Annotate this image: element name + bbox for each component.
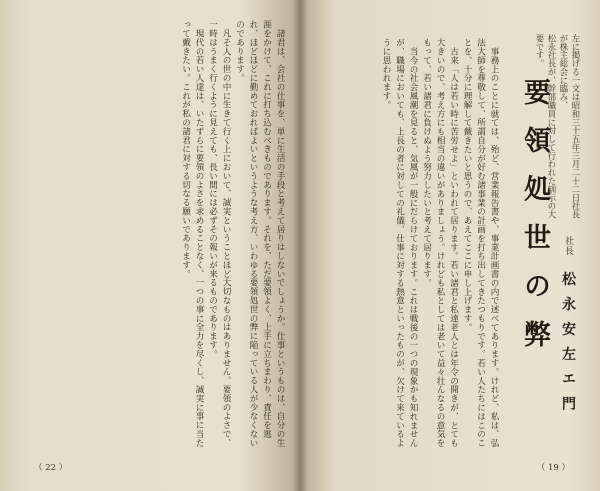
right-page [300, 0, 600, 491]
article-note: 左に掲げる一文は昭和三十五年三月二十二日社長が株主総会に臨み、 松永社長が、幹部職員に対して行われた訓示の大要です。 [535, 34, 581, 219]
author-role: 社長 [563, 236, 573, 256]
right-page-number: （ 19 ） [536, 463, 570, 473]
book-gutter [292, 0, 308, 491]
author-name: 松 永 安 左 エ 門 [560, 271, 576, 414]
article-title: 要 領 処 世 の 弊 [519, 78, 550, 353]
right-page-body-text: 事務上のことに就ては、殆ど、営業報告書や、事業計画書の内で述べてあります。けれど、私は、弘法大師を尊敬して、所謂自分が好む諸事業の計画を打ち出してきたつもりです。若い人たちにはこのことを、十分に理解して戴きたいと思うので、あえてここに申し上げます。 古来「人は若い時に苦労せよ」といわれて居ります。若い諸君と私達老人とは年令の開きが、とても大きいので、考え方にも相当の違いがありましょう。けれども私としては老いて益々壮んなるの意気をもって、若い諸君に負けぬよう努力したいと考えて居ります。 当今の社会風潮を見ると、気風が一般にだらけております。これは戦後の一つの現象かも知れませんが、職場においても、上長の者に対しての礼儀、仕事に対する熱意といったものが、欠けて来ているように思われます。 [381, 38, 499, 448]
left-page-body-text: 諸君は、会社の仕事を、単に生活の手段と考えて居りはしないでしょうか。仕事というものは、自分の生涯をかけて、これに打ち込むべきものであります。それを、ただ要領よく、上手に立ちまわり、責任を逃れ、ほどほどに勤めておればよいというような考え方、いわゆる要領処世の弊に陥っている人が少なくないのであります。 凡そ人の世の中に生きて行く上において、誠実ということほど大切なものはありません。要領のよさで、一時はうまく行くように見えても、長い間には必ずその報いが来るものであります。 現代の若い人達は、いたずらに要領のよさを求めることなく、一つの事に全力を尽くし、誠実に事に当たって戴きたい。これが私の諸君に対する切なる願いであります。 [180, 20, 285, 448]
article-author [558, 236, 578, 413]
left-page-number: （ 22 ） [34, 463, 68, 473]
